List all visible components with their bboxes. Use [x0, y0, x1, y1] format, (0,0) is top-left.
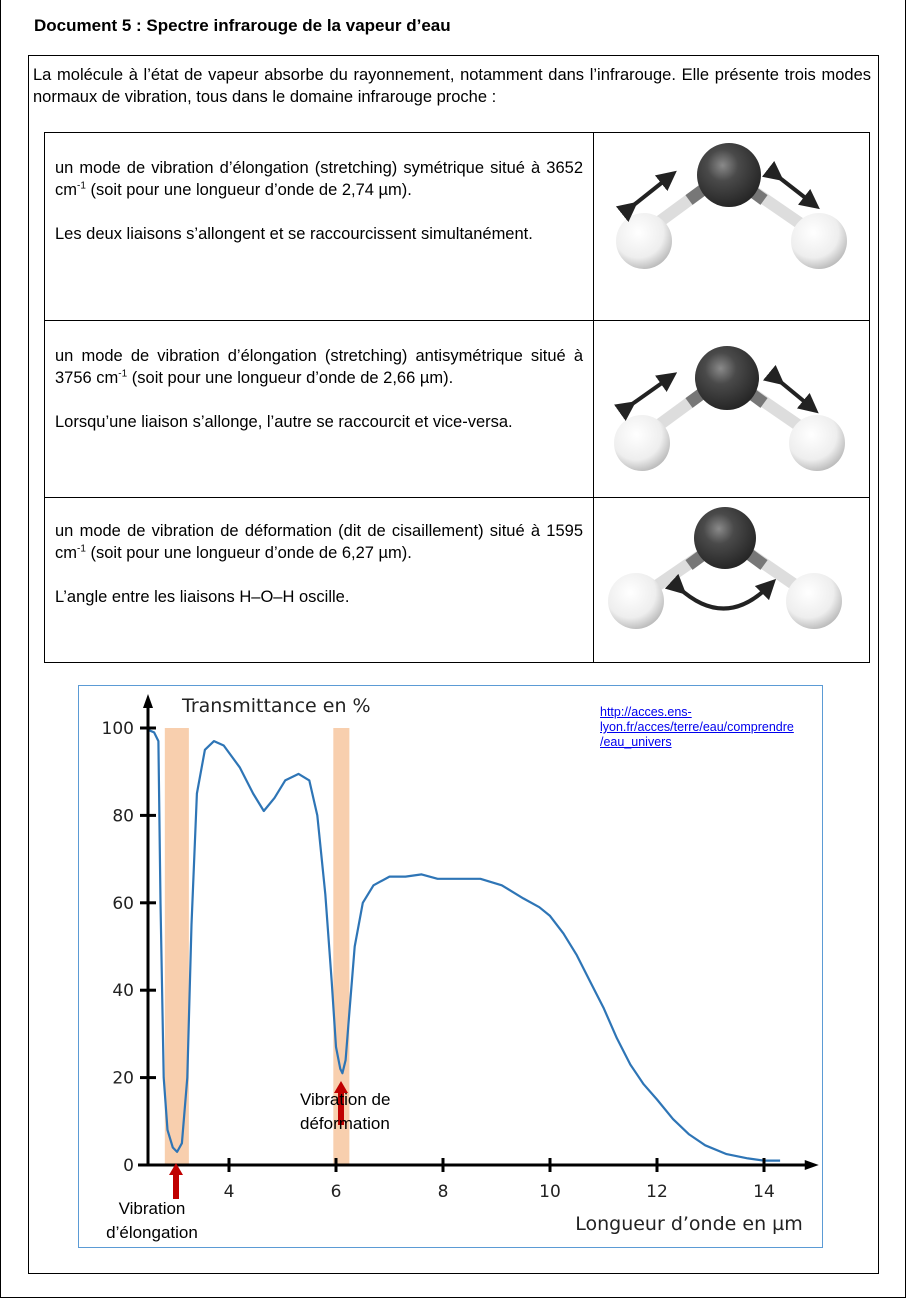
x-axis-title: Longueur d’onde en µm [575, 1213, 803, 1235]
y-axis-title: Transmittance en % [182, 695, 371, 717]
mode-text [45, 321, 594, 498]
x-tick-label: 8 [437, 1182, 449, 1202]
mode-text [45, 498, 594, 663]
mode-row-bending [45, 498, 870, 663]
stretch-arrow-shaft [173, 1173, 179, 1199]
mode-location: un mode de vibration d’élongation (stretching) symétrique situé à 3652 $cm^{-1}$ (soit pour une longueur d’onde de 2,74 µm). [55, 159, 583, 199]
y-tick-label: 60 [112, 893, 134, 914]
x-axis-arrow-icon [805, 1160, 819, 1170]
y-tick-label: 0 [123, 1156, 134, 1176]
source-link[interactable]: http://acces.ens- lyon.fr/acces/terre/eau/comprendre /eau_univers [600, 705, 815, 750]
y-tick-label: 80 [112, 806, 134, 827]
mode-description: Les deux liaisons s’allongent et se raccourcissent simultanément. [55, 225, 533, 243]
mode-description: L’angle entre les liaisons H–O–H oscille. [55, 588, 350, 606]
water-molecule-icon [594, 133, 869, 320]
mode-row-symmetric [45, 133, 870, 321]
x-tick-label: 4 [223, 1182, 235, 1202]
y-tick-label: 100 [101, 719, 134, 739]
transmittance-curve [149, 730, 780, 1160]
ir-spectrum-chart [78, 685, 823, 1248]
chart-plot-area [79, 686, 824, 1249]
water-molecule-icon [594, 498, 869, 662]
mode-location: un mode de vibration d’élongation (stretching) antisymétrique situé à 3756 $cm^{-1}$ (soit pour une longueur d’onde de 2,66 µm). [55, 347, 583, 387]
mode-description: Lorsqu’une liaison s’allonge, l’autre se raccourcit et vice-versa. [55, 413, 513, 431]
x-tick-label: 12 [646, 1182, 668, 1202]
water-molecule-icon [594, 321, 869, 497]
intro-paragraph: La molécule à l’état de vapeur absorbe du rayonnement, notamment dans l’infrarouge. Elle présente trois modes normaux de vibration, tous dans le domaine infrarouge proche : [33, 66, 871, 106]
bending-image [594, 498, 870, 663]
x-tick-label: 14 [753, 1182, 775, 1202]
y-tick-label: 20 [112, 1068, 134, 1089]
mode-text [45, 133, 594, 321]
symmetric-stretch-image [594, 133, 870, 321]
mode-row-antisymmetric [45, 321, 870, 498]
annotation-bending: Vibration de déformation [300, 1090, 391, 1133]
document-title: Document 5 : Spectre infrarouge de la vapeur d’eau [34, 16, 451, 35]
annotation-stretching: Vibration d’élongation [106, 1199, 198, 1242]
x-tick-label: 10 [539, 1182, 561, 1202]
antisymmetric-stretch-image [594, 321, 870, 498]
y-axis-arrow-icon [143, 694, 153, 708]
x-tick-label: 6 [330, 1182, 342, 1202]
mode-location: un mode de vibration de déformation (dit de cisaillement) situé à 1595 $cm^{-1}$ (soit pour une longueur d’onde de 6,27 µm). [55, 522, 583, 562]
y-tick-label: 40 [112, 981, 134, 1002]
vibration-modes-table [44, 132, 870, 663]
